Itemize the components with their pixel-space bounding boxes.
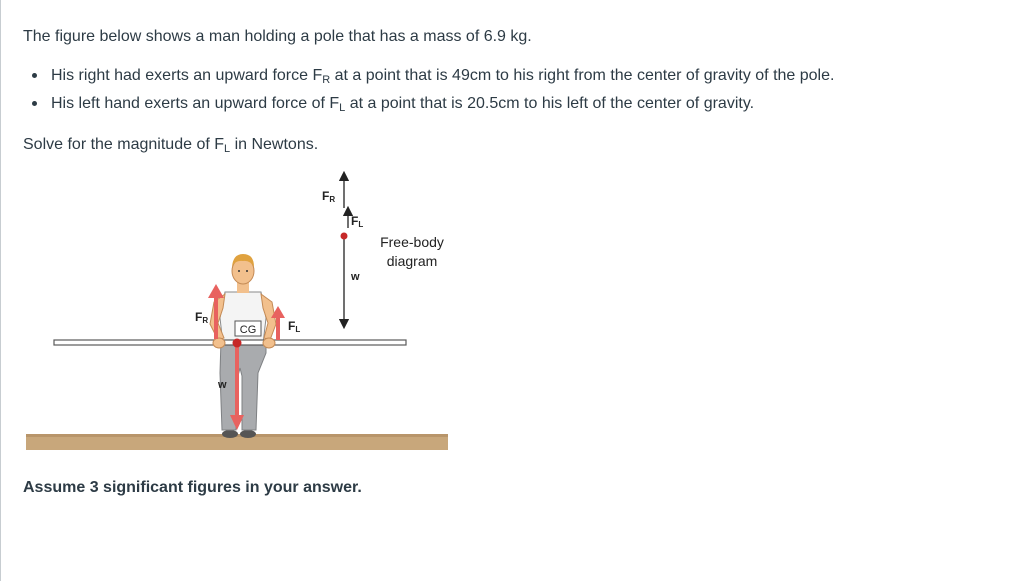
fr-arrow-shaft xyxy=(214,295,218,339)
fbd-w-label: w xyxy=(351,271,360,283)
left-eye xyxy=(238,270,240,272)
solve-text: Solve for the magnitude of F xyxy=(23,136,224,153)
physics-figure xyxy=(20,168,460,463)
left-border xyxy=(0,0,1,581)
bullet-right-hand xyxy=(51,66,834,86)
left-shoe xyxy=(222,430,238,438)
subscript-r: R xyxy=(322,74,331,86)
subscript-l: L xyxy=(224,143,231,155)
fbd-fl-label: FL xyxy=(351,214,364,229)
bullet-dot xyxy=(32,73,37,78)
fbd-caption-line1: Free-body xyxy=(380,234,444,250)
left-hand xyxy=(213,338,225,348)
cg-dot xyxy=(233,339,242,348)
pole xyxy=(54,340,406,345)
right-eye xyxy=(246,270,248,272)
fbd-caption-line2: diagram xyxy=(386,253,438,269)
w-arrow-shaft xyxy=(235,346,239,418)
man-fr-label: FR xyxy=(195,310,209,325)
fbd-fr-label: FR xyxy=(322,189,336,204)
bullet-left-hand-text: His left hand exerts an upward force of F xyxy=(51,95,340,112)
right-shoe xyxy=(240,430,256,438)
bullet-dot xyxy=(32,101,37,106)
bullet-left-hand-rest: at a point that is 20.5cm to his left of the center of gravity. xyxy=(345,95,755,112)
subscript-l: L xyxy=(339,102,346,114)
solve-text-rest: in Newtons. xyxy=(230,136,319,153)
bullet-right-hand-text: His right had exerts an upward force F xyxy=(51,67,323,84)
question-intro: The figure below shows a man holding a pole that has a mass of 6.9 kg. xyxy=(23,28,532,45)
fbd-cg-dot xyxy=(341,233,348,240)
fl-arrow-shaft xyxy=(276,316,280,340)
man-w-label: w xyxy=(218,379,227,391)
free-body-diagram xyxy=(322,176,444,324)
fr-arrow-head xyxy=(208,284,224,298)
right-hand xyxy=(263,338,275,348)
solve-instruction xyxy=(23,135,318,155)
man-fl-label: FL xyxy=(288,319,301,334)
man-pole-figure xyxy=(20,168,460,458)
bullet-left-hand xyxy=(51,94,754,114)
cg-label: CG xyxy=(239,324,257,336)
assume-sig-figs: Assume 3 significant figures in your answer. xyxy=(23,479,362,496)
bullet-right-hand-rest: at a point that is 49cm to his right from the center of gravity of the pole. xyxy=(330,67,835,84)
